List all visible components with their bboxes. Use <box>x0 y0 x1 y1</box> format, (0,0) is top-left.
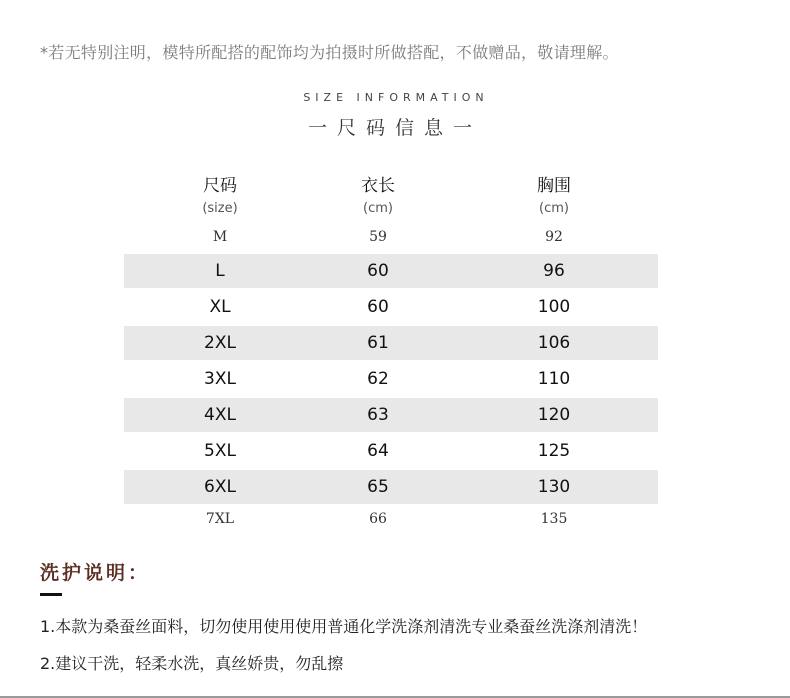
cell-chest: 100 <box>537 297 571 317</box>
size-information-title-cn: 一尺码信息一 <box>307 117 482 139</box>
cell-size: 7XL <box>205 511 235 527</box>
cell-chest: 96 <box>543 261 565 281</box>
cell-size: 2XL <box>204 333 236 353</box>
cell-chest: 92 <box>545 229 563 245</box>
header-length <box>318 172 438 218</box>
table-row-2xl <box>124 326 658 360</box>
cell-chest: 130 <box>537 477 571 497</box>
header-size-unit: (size) <box>202 201 238 216</box>
cell-length: 64 <box>367 441 389 461</box>
cell-length: 65 <box>367 477 389 497</box>
size-information-title-en: SIZE INFORMATION <box>303 91 489 104</box>
cell-size: 5XL <box>204 441 236 461</box>
size-table <box>124 172 658 527</box>
cell-size: XL <box>209 297 231 317</box>
header-length-label: 衣长 <box>361 176 395 196</box>
disclaimer-notice: *若无特别注明，模特所配搭的配饰均为拍摄时所做搭配，不做赠品，敬请理解。 <box>40 43 619 62</box>
cell-size: M <box>212 229 228 245</box>
cell-chest: 125 <box>537 441 571 461</box>
table-row-3xl <box>124 362 658 396</box>
cell-length: 60 <box>367 261 389 281</box>
table-row-l <box>124 254 658 288</box>
header-length-unit: (cm) <box>363 201 393 216</box>
table-row-5xl <box>124 434 658 468</box>
table-row-7xl <box>124 502 658 536</box>
cell-length: 66 <box>369 511 387 527</box>
cell-size: 6XL <box>204 477 236 497</box>
cell-length: 59 <box>369 229 387 245</box>
header-chest-unit: (cm) <box>539 201 569 216</box>
header-size-label: 尺码 <box>203 176 237 196</box>
table-row-6xl <box>124 470 658 504</box>
cell-chest: 120 <box>537 405 571 425</box>
table-row-m <box>124 220 658 254</box>
cell-size: L <box>215 261 225 281</box>
cell-size: 4XL <box>204 405 236 425</box>
care-title-underline <box>40 593 62 596</box>
cell-length: 61 <box>367 333 389 353</box>
header-chest <box>494 172 614 218</box>
table-row-xl <box>124 290 658 324</box>
cell-length: 60 <box>367 297 389 317</box>
care-instructions-title: 洗护说明： <box>40 562 151 584</box>
care-instruction-1: 1.本款为桑蚕丝面料，切勿使用使用使用普通化学洗涤剂清洗专业桑蚕丝洗涤剂清洗！ <box>40 617 648 636</box>
header-size <box>160 172 280 218</box>
cell-length: 63 <box>367 405 389 425</box>
cell-chest: 106 <box>537 333 571 353</box>
care-instruction-2: 2.建议干洗，轻柔水洗，真丝娇贵，勿乱擦 <box>40 654 344 673</box>
cell-length: 62 <box>367 369 389 389</box>
cell-size: 3XL <box>204 369 236 389</box>
table-row-4xl <box>124 398 658 432</box>
cell-chest: 110 <box>537 369 571 389</box>
cell-chest: 135 <box>540 511 568 527</box>
header-chest-label: 胸围 <box>537 176 571 196</box>
